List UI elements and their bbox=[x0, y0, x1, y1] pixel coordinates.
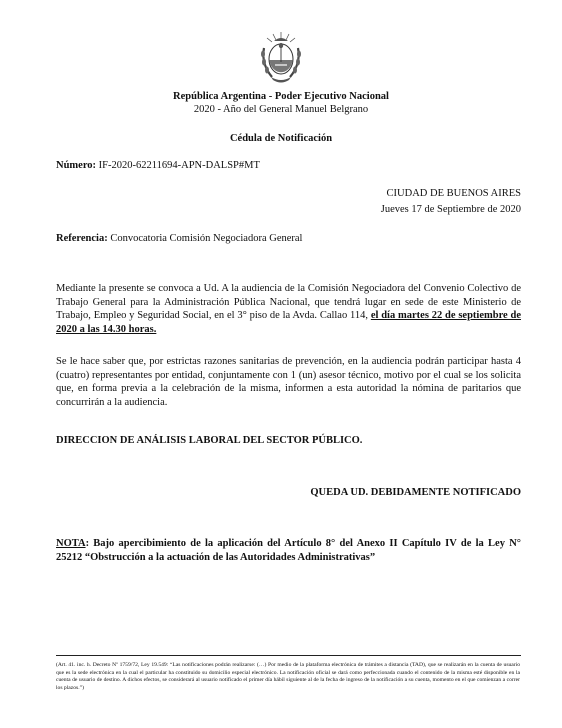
note-label: NOTA bbox=[56, 538, 86, 549]
footnote-divider bbox=[56, 655, 521, 656]
reference-line bbox=[56, 232, 302, 245]
paragraph-1-text: Mediante la presente se convoca a Ud. A la audiencia de la Comisión Negociadora del Convenio Colectivo de Trabajo General para la Administración Pública Nacional, que tendrá lugar en sede de este Ministerio de Trabajo, Empleo y Seguridad Social, en el 3° piso de la Avda. Callao 114, bbox=[56, 283, 521, 322]
note-block bbox=[56, 537, 521, 564]
reference-label: Referencia: bbox=[56, 233, 108, 244]
document-title: Cédula de Notificación bbox=[229, 133, 333, 144]
hearing-date-emphasis: el día martes 22 de septiembre de 2020 a las 14.30 horas. bbox=[56, 310, 521, 335]
body-paragraph-2: Se le hace saber que, por estrictas razones sanitarias de prevención, en la audiencia podrán participar hasta 4 (cuatro) representantes por entidad, conjuntamente con 1 (un) asesor técnico, motivo por el cual se los solicita que, en forma previa a la celebración de la misma, informen a esta autoridad la nómina de paritarios que concurrirán a la audiencia. bbox=[56, 356, 521, 408]
reference-value: Convocatoria Comisión Negociadora General bbox=[110, 233, 303, 244]
note-text: : Bajo apercibimiento de la aplicación del Artículo 8° del Anexo II Capítulo IV de la Ley N° 25212 “Obstrucción a la actuación de las Autoridades Administrativas” bbox=[56, 538, 521, 563]
document-number bbox=[56, 159, 260, 172]
issuing-directorate: DIRECCION DE ANÁLISIS LABORAL DEL SECTOR PÚBLICO. bbox=[56, 435, 363, 446]
body-paragraph-1 bbox=[56, 282, 521, 336]
place-date: Jueves 17 de Septiembre de 2020 bbox=[380, 204, 521, 215]
legal-footnote: (Art. 41. inc. h. Decreto Nº 1759/72, Ley 19.549: “Las notificaciones podrán realizarse: (…) Por medio de la plataforma electrónica de trámites a distancia (TAD), que se realizarán en la cuenta de usuario que es la sede electrónica en la cual el particular ha constituido su domicilio especial electrónico. La notificación oficial se dará como perfeccionada cuando el contenido de la misma esté disponible en la cuenta de usuario de destino. A dichos efectos, se considerará al usuario notificado el primer día hábil siguiente al de la fecha de ingreso de la notificación a su cuenta, momento en el que comienzan a correr los plazos.”) bbox=[56, 662, 520, 691]
number-value: IF-2020-62211694-APN-DALSP#MT bbox=[98, 160, 260, 171]
header-year-motto: 2020 - Año del General Manuel Belgrano bbox=[193, 104, 369, 115]
number-label: Número: bbox=[56, 160, 97, 171]
header-government: República Argentina - Poder Ejecutivo Nacional bbox=[173, 91, 389, 102]
place-city: CIUDAD DE BUENOS AIRES bbox=[386, 188, 521, 199]
notified-statement: QUEDA UD. DEBIDAMENTE NOTIFICADO bbox=[310, 487, 521, 498]
coat-of-arms-seal bbox=[258, 30, 304, 85]
